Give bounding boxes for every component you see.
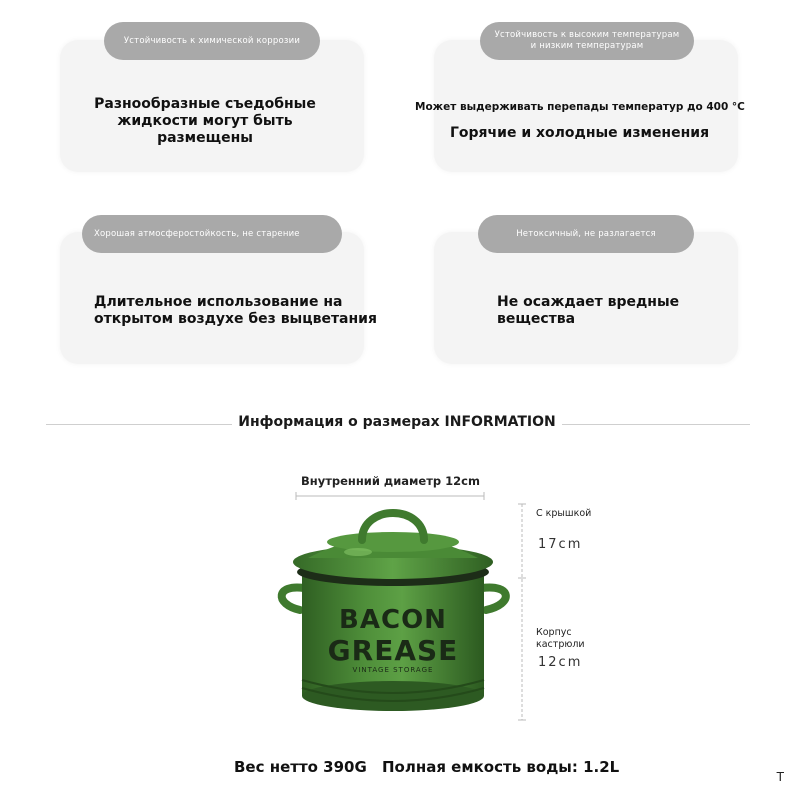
corner-mark: T — [776, 770, 784, 784]
pot-text-bacon: BACON — [339, 605, 447, 635]
body-height-label: Корпус кастрюли — [536, 627, 585, 650]
bacon-grease-pot-image — [270, 500, 520, 730]
lid-height-value: 17cm — [538, 537, 583, 552]
feature-badge-weather: Хорошая атмосферостойкость, не старение — [82, 215, 342, 253]
water-capacity: Полная емкость воды: 1.2L — [382, 758, 620, 776]
pot-text-vintage: VINTAGE STORAGE — [352, 666, 434, 674]
section-title: Информация о размерах INFORMATION — [0, 414, 794, 430]
feature-text-chemical: Разнообразные съедобные жидкости могут быть размещены — [94, 96, 316, 146]
feature-badge-temperature: Устойчивость к высоким температурам и низким температурам — [480, 22, 694, 60]
feature-text-nontoxic: Не осаждает вредные вещества — [497, 294, 680, 327]
feature-text-temperature: Горячие и холодные изменения — [450, 125, 710, 141]
feature-badge-chemical: Устойчивость к химической коррозии — [104, 22, 320, 60]
feature-text-weather: Длительное использование на открытом воздухе без выцветания — [94, 294, 377, 327]
net-weight: Вес нетто 390G — [234, 758, 367, 776]
feature-badge-nontoxic: Нетоксичный, не разлагается — [478, 215, 694, 253]
inner-diameter-label: Внутренний диаметр 12cm — [301, 474, 480, 488]
pot-text-grease: GREASE — [327, 634, 459, 667]
lid-height-label: С крышкой — [536, 508, 592, 519]
feature-note-temperature: Может выдерживать перепады температур до 400 °C — [415, 101, 745, 113]
body-height-value: 12cm — [538, 655, 583, 670]
